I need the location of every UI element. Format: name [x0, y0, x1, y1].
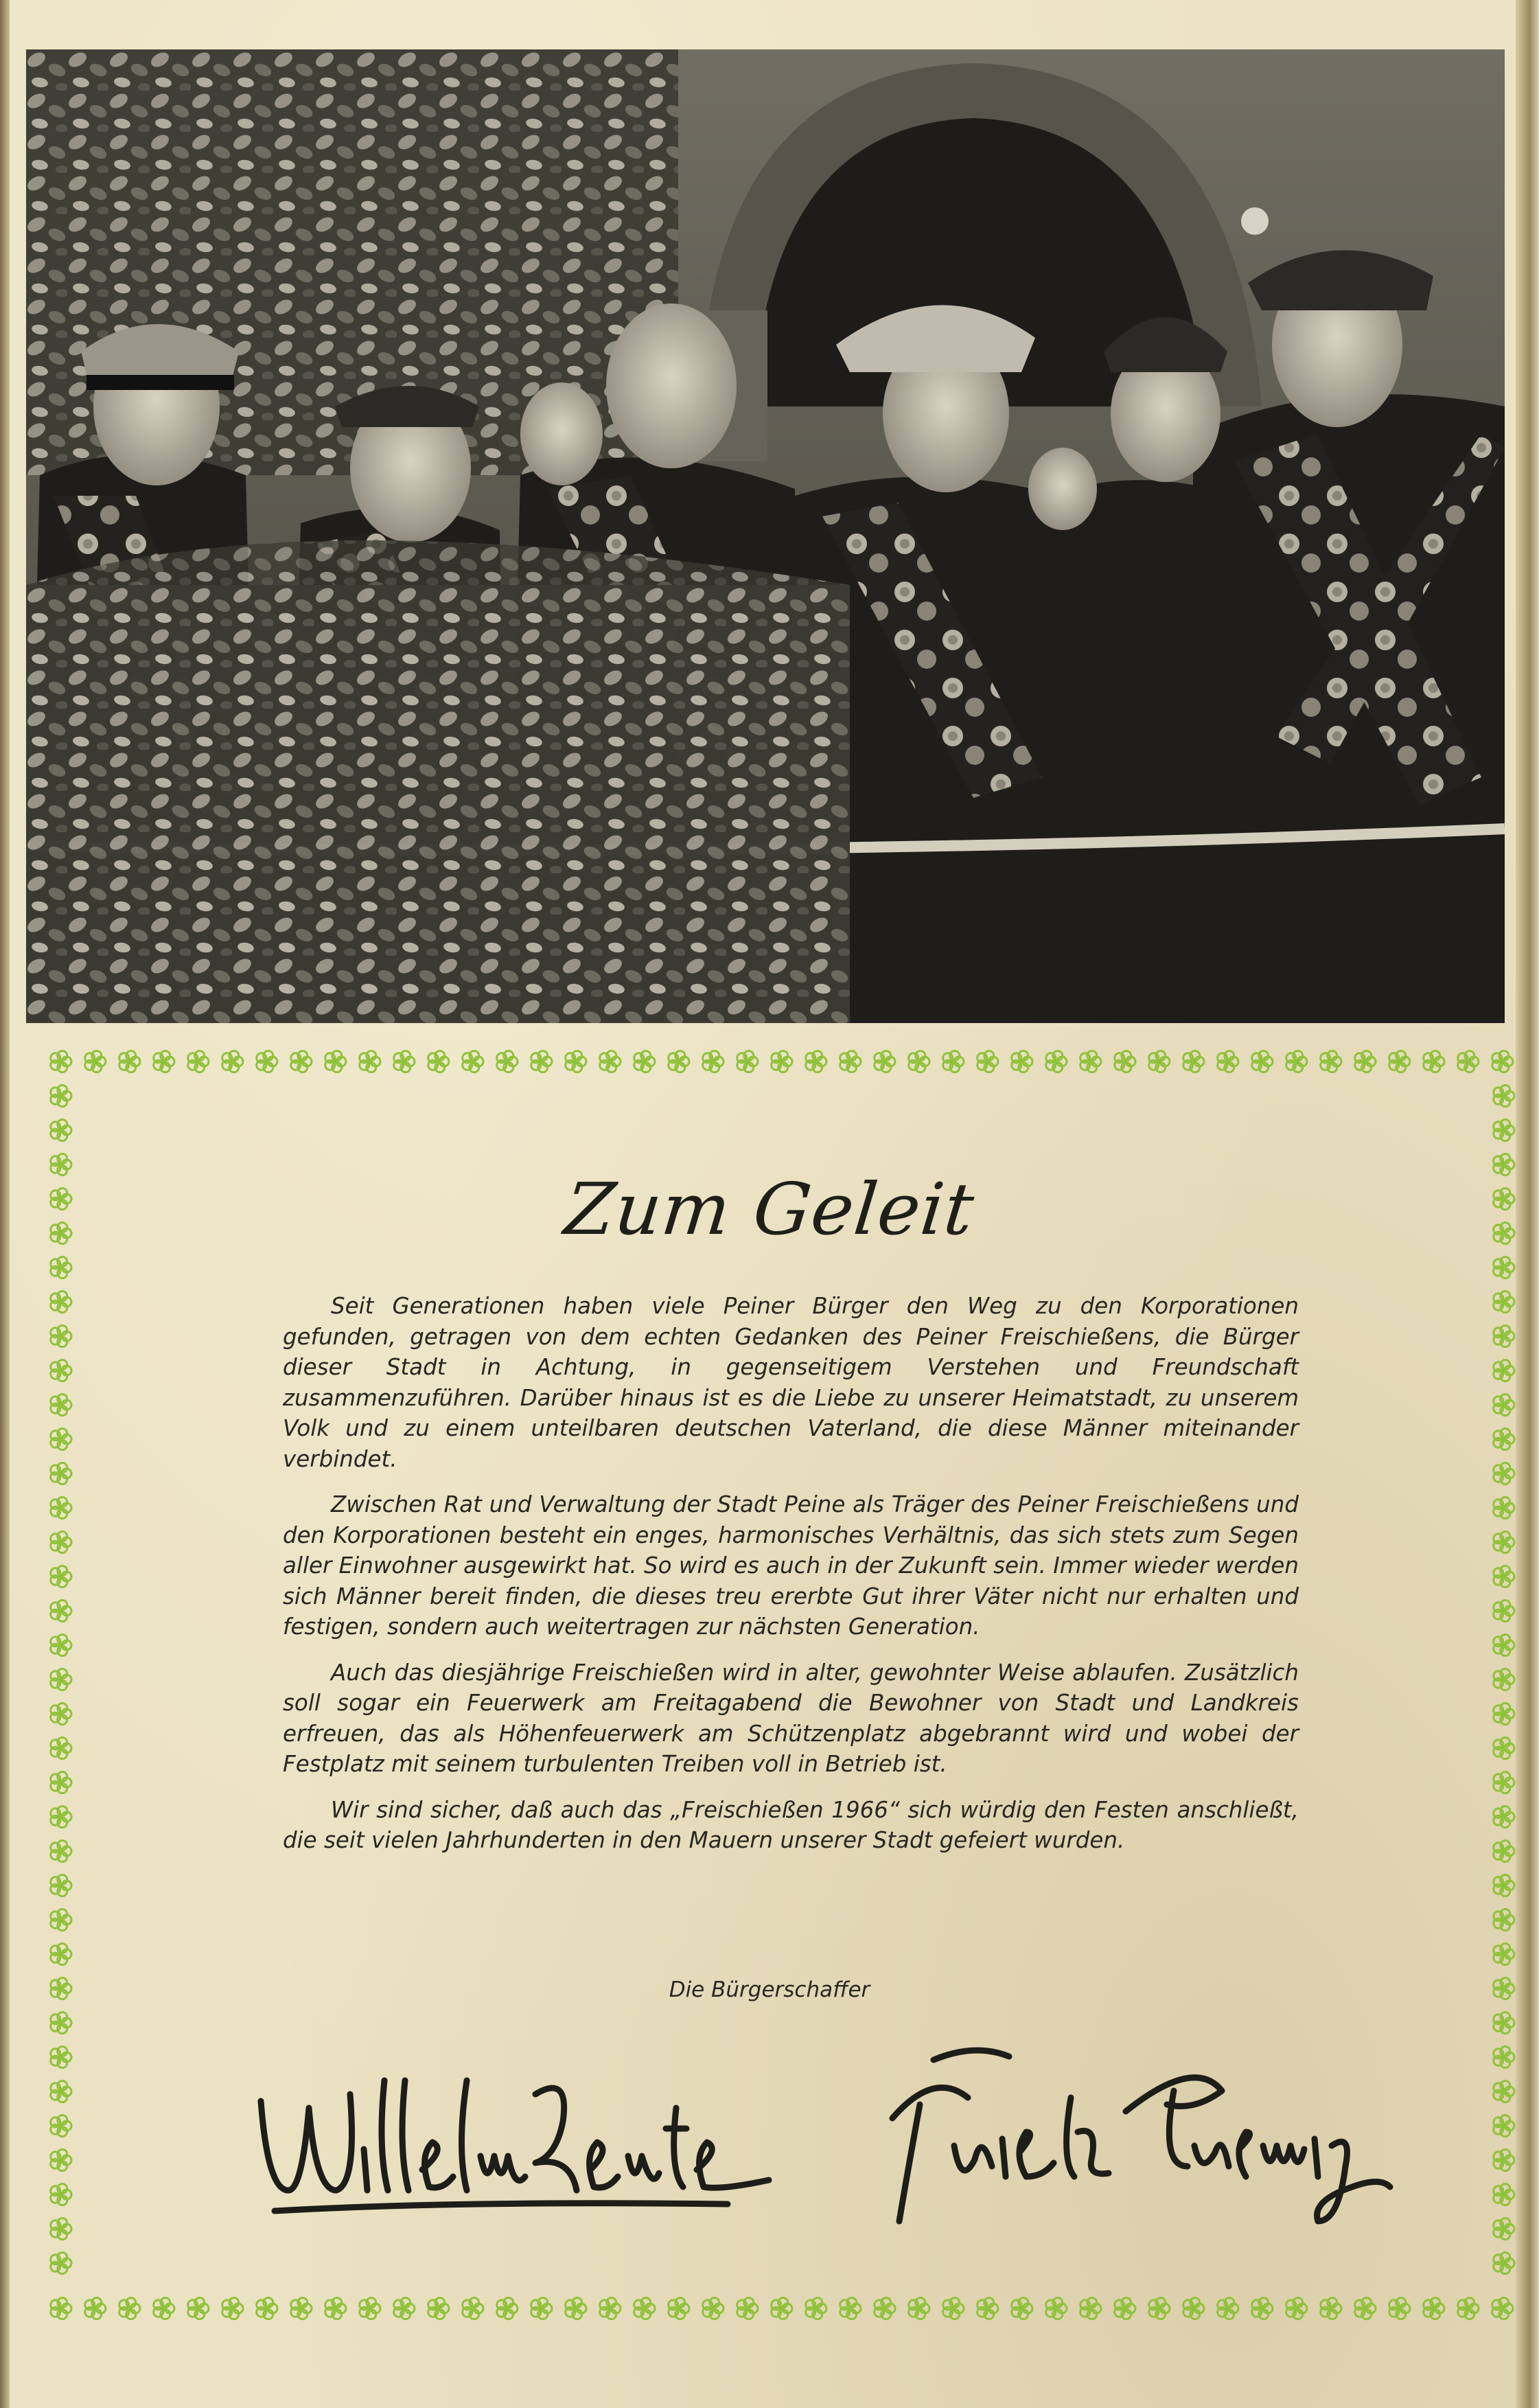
border-flower [1218, 1051, 1238, 1072]
border-flower [600, 2297, 621, 2319]
border-flower [51, 1566, 71, 1587]
group-photograph [26, 49, 1505, 1023]
border-flower [772, 2297, 792, 2319]
border-flower [51, 2012, 71, 2033]
border-flower [51, 2115, 71, 2136]
border-flower [1494, 1943, 1514, 1964]
border-flower [875, 1051, 895, 1072]
border-flower [634, 1051, 655, 1072]
border-flower [119, 1051, 140, 1072]
border-flower [51, 2046, 71, 2067]
border-flower [943, 1051, 964, 1072]
border-flower [1494, 1669, 1514, 1690]
border-flower [1286, 2297, 1307, 2319]
border-flower [1355, 2297, 1376, 2319]
closing-line: Die Bürgerschaffer [669, 1977, 870, 2002]
border-flower [428, 2297, 449, 2319]
border-flower [977, 1051, 998, 1072]
border-flower [840, 2297, 861, 2319]
border-flower [1494, 2046, 1514, 2067]
border-flower [1494, 1463, 1514, 1484]
border-flower [737, 2297, 758, 2319]
paragraph-3: Auch das diesjährige Freischießen wird in alter, gewohnter Weise ablaufen. Zusätzlich soll sogar ein Feuerwerk am Freitagabend die Bewohner von Stadt und Landkreis erfreuen, das als Höhenfeuerwerk am Schützenplatz abgebrannt wird und wobei der Festplatz mit seinem turbulenten Treiben voll in Betrieb ist. [283, 1659, 1299, 1777]
border-flower [1080, 2297, 1101, 2319]
border-flower [463, 2297, 483, 2319]
document-body [283, 1291, 1299, 1871]
border-flower [1494, 1600, 1514, 1621]
border-flower [1494, 1909, 1514, 1930]
paragraph-4: Wir sind sicher, daß auch das „Freischießen 1966“ sich würdig den Festen anschließt, die seit vielen Jahrhunderten in den Mauern unserer Stadt gefeiert wurden. [283, 1796, 1299, 1853]
border-flower [1494, 1531, 1514, 1552]
border-flower [257, 1051, 277, 1072]
border-flower [1149, 1051, 1170, 1072]
border-flower [1494, 1360, 1514, 1381]
border-flower [51, 1909, 71, 1930]
paragraph-2: Zwischen Rat und Verwaltung der Stadt Peine als Träger des Peiner Freischießens und den Korporationen besteht ein enges, harmonisches Verhältnis, das sich stets zum Segen aller Einwohner ausgewirkt hat. So wird es auch in der Zukunft sein. Immer wieder werden sich Männer bereit finden, die dieses treu ererbte Gut ihrer Väter nicht nur erhalten und festigen, sondern auch weitertragen zur nächsten Generation. [283, 1491, 1299, 1640]
border-flower [806, 2297, 826, 2319]
border-flower [119, 2297, 140, 2319]
border-flower [497, 2297, 518, 2319]
border-flower [51, 2080, 71, 2102]
border-flower [1424, 1051, 1444, 1072]
border-flower [1494, 1737, 1514, 1758]
border-flower [1355, 1051, 1376, 1072]
border-flower [51, 1771, 71, 1793]
document-title: Zum Geleit [560, 1167, 979, 1251]
border-flower [325, 2297, 346, 2319]
border-flower [1494, 2183, 1514, 2205]
border-flower [51, 1257, 71, 1278]
border-flower [51, 1531, 71, 1552]
border-flower [806, 1051, 826, 1072]
border-flower [51, 1325, 71, 1346]
border-flower [394, 1051, 415, 1072]
border-flower [1183, 1051, 1204, 1072]
border-flower [1494, 1119, 1514, 1140]
border-flower [257, 2297, 277, 2319]
border-flower [1494, 2115, 1514, 2136]
border-flower [188, 2297, 209, 2319]
border-flower [188, 1051, 209, 1072]
border-flower [1012, 2297, 1032, 2319]
border-flower [154, 2297, 174, 2319]
border-flower [1494, 1874, 1514, 1896]
border-flower [840, 1051, 861, 1072]
border-flower [1494, 1291, 1514, 1312]
border-flower [977, 2297, 998, 2319]
border-flower [772, 1051, 792, 1072]
border-flower [1494, 2149, 1514, 2170]
border-flower [1458, 2297, 1479, 2319]
border-flower [1080, 1051, 1101, 1072]
border-flower [51, 1634, 71, 1655]
border-flower [1494, 2218, 1514, 2239]
border-flower [51, 1497, 71, 1518]
border-flower [51, 1051, 71, 1072]
border-flower [600, 1051, 621, 1072]
border-flower [1494, 1634, 1514, 1655]
border-flower [1046, 1051, 1067, 1072]
border-flower [1494, 2252, 1514, 2273]
border-flower [51, 1291, 71, 1312]
border-flower [291, 1051, 312, 1072]
border-flower [291, 2297, 312, 2319]
border-flower [943, 2297, 964, 2319]
border-flower [1458, 1051, 1479, 1072]
signature-right [872, 2029, 1393, 2235]
border-flower [669, 1051, 689, 1072]
border-flower [51, 1463, 71, 1484]
border-flower [1321, 2297, 1341, 2319]
border-flower [428, 1051, 449, 1072]
border-flower [1046, 2297, 1067, 2319]
border-flower [51, 1360, 71, 1381]
border-flower [1424, 2297, 1444, 2319]
border-flower [1494, 2080, 1514, 2102]
border-flower [909, 1051, 929, 1072]
border-flower [1389, 1051, 1410, 1072]
border-flower [1115, 2297, 1135, 2319]
border-flower [1218, 2297, 1238, 2319]
border-flower [497, 1051, 518, 1072]
border-flower [1149, 2297, 1170, 2319]
border-flower [51, 1428, 71, 1449]
border-flower [360, 1051, 380, 1072]
border-flower [85, 2297, 106, 2319]
border-flower [1183, 2297, 1204, 2319]
border-flower [531, 1051, 552, 1072]
border-flower [1012, 1051, 1032, 1072]
border-flower [51, 2149, 71, 2170]
border-flower [1494, 1497, 1514, 1518]
border-flower [85, 1051, 106, 1072]
border-flower [51, 1943, 71, 1964]
border-flower [51, 1600, 71, 1621]
border-flower [634, 2297, 655, 2319]
border-flower [325, 1051, 346, 1072]
border-flower [566, 1051, 586, 1072]
border-flower [703, 1051, 724, 1072]
border-flower [1321, 1051, 1341, 1072]
border-flower [1494, 1257, 1514, 1278]
border-flower [154, 1051, 174, 1072]
border-flower [51, 1737, 71, 1758]
border-flower [51, 1085, 71, 1106]
border-flower [1115, 1051, 1135, 1072]
border-flower [737, 1051, 758, 1072]
border-flower [51, 1874, 71, 1896]
border-flower [1252, 1051, 1273, 1072]
border-flower [1252, 2297, 1273, 2319]
border-flower [1494, 1394, 1514, 1415]
border-flower [1494, 2012, 1514, 2033]
border-flower [51, 2297, 71, 2319]
border-flower [1286, 1051, 1307, 1072]
border-flower [222, 2297, 243, 2319]
border-flower [1494, 1428, 1514, 1449]
border-flower [222, 1051, 243, 1072]
border-flower [1494, 1703, 1514, 1724]
border-flower [1492, 2297, 1513, 2319]
border-flower [51, 2218, 71, 2239]
border-flower [360, 2297, 380, 2319]
border-flower [51, 1806, 71, 1827]
border-flower [531, 2297, 552, 2319]
border-flower [1492, 1051, 1513, 1072]
border-flower [909, 2297, 929, 2319]
signature-left [247, 2053, 783, 2232]
border-flower [1494, 1566, 1514, 1587]
border-flower [1494, 1806, 1514, 1827]
border-flower [669, 2297, 689, 2319]
border-flower [1494, 1771, 1514, 1793]
border-flower [875, 2297, 895, 2319]
border-flower [1389, 2297, 1410, 2319]
border-flower [703, 2297, 724, 2319]
border-flower [51, 1119, 71, 1140]
border-flower [1494, 1325, 1514, 1346]
border-flower [51, 1703, 71, 1724]
border-flower [51, 2252, 71, 2273]
paragraph-1: Seit Generationen haben viele Peiner Bürger den Weg zu den Korporationen gefunden, getragen von dem echten Gedanken des Peiner Freischießens, die Bürger dieser Stadt in Achtung, in gegenseitigem Verstehen und Freundschaft zusammenzuführen. Darüber hinaus ist es die Liebe zu unserer Heimatstadt, zu unserem Volk und zu einem unteilbaren deutschen Vaterland, die diese Männer miteinander verbindet. [283, 1293, 1299, 1472]
border-flower [51, 2183, 71, 2205]
border-flower [463, 1051, 483, 1072]
border-flower [566, 2297, 586, 2319]
border-flower [394, 2297, 415, 2319]
border-flower [51, 1394, 71, 1415]
border-flower [1494, 1085, 1514, 1106]
border-flower [1494, 1840, 1514, 1861]
border-flower [51, 1669, 71, 1690]
border-flower [51, 1840, 71, 1861]
